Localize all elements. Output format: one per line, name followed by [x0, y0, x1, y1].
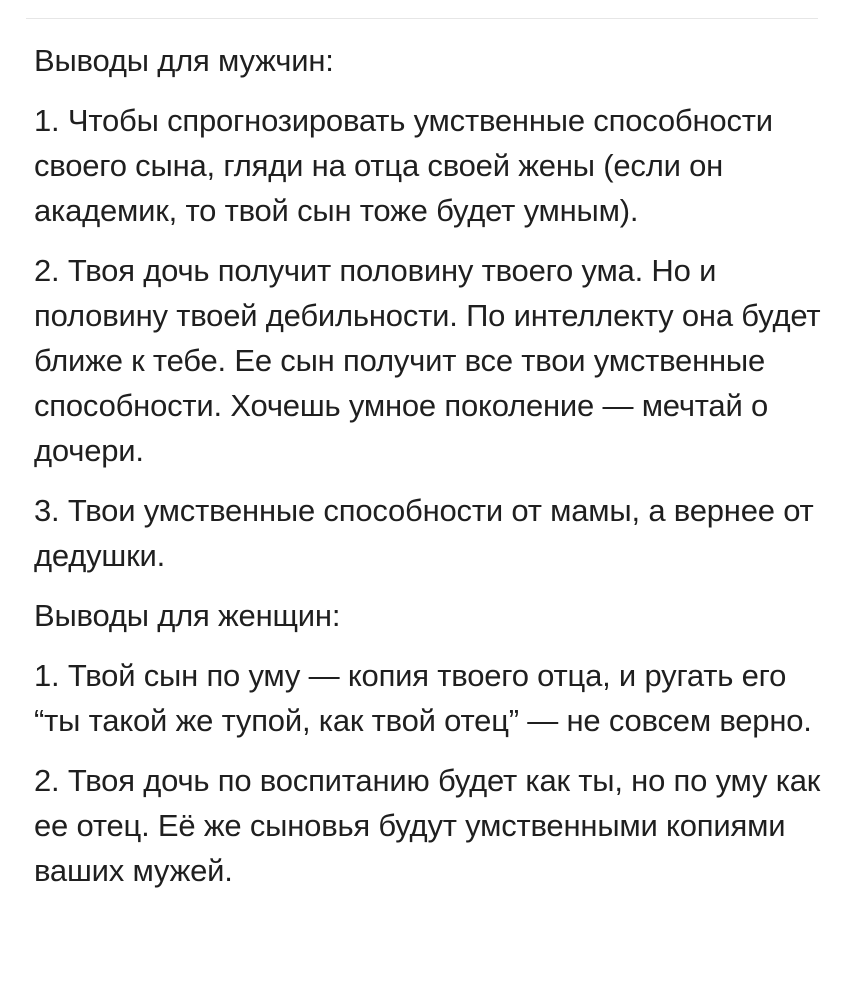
top-divider	[26, 18, 818, 19]
women-point-1: 1. Твой сын по уму — копия твоего отца, и ругать его “ты такой же тупой, как твой отец” — не совсем верно.	[34, 658, 812, 738]
men-point-2: 2. Твоя дочь получит половину твоего ума. Но и половину твоей дебильности. По интеллекту она будет ближе к тебе. Ее сын получит все твои умственные способности. Хочешь умное поколение — мечтай о дочери.	[34, 253, 821, 468]
men-point-1: 1. Чтобы спрогнозировать умственные способности своего сына, гляди на отца своей жены (если он академик, то твой сын тоже будет умным).	[34, 103, 773, 228]
article-body	[34, 38, 824, 908]
women-point-2: 2. Твоя дочь по воспитанию будет как ты, но по уму как ее отец. Её же сыновья будут умственными копиями ваших мужей.	[34, 763, 821, 888]
men-conclusions-heading: Выводы для мужчин:	[34, 43, 334, 78]
men-point-3: 3. Твои умственные способности от мамы, а вернее от дедушки.	[34, 493, 814, 573]
women-conclusions-heading: Выводы для женщин:	[34, 598, 341, 633]
